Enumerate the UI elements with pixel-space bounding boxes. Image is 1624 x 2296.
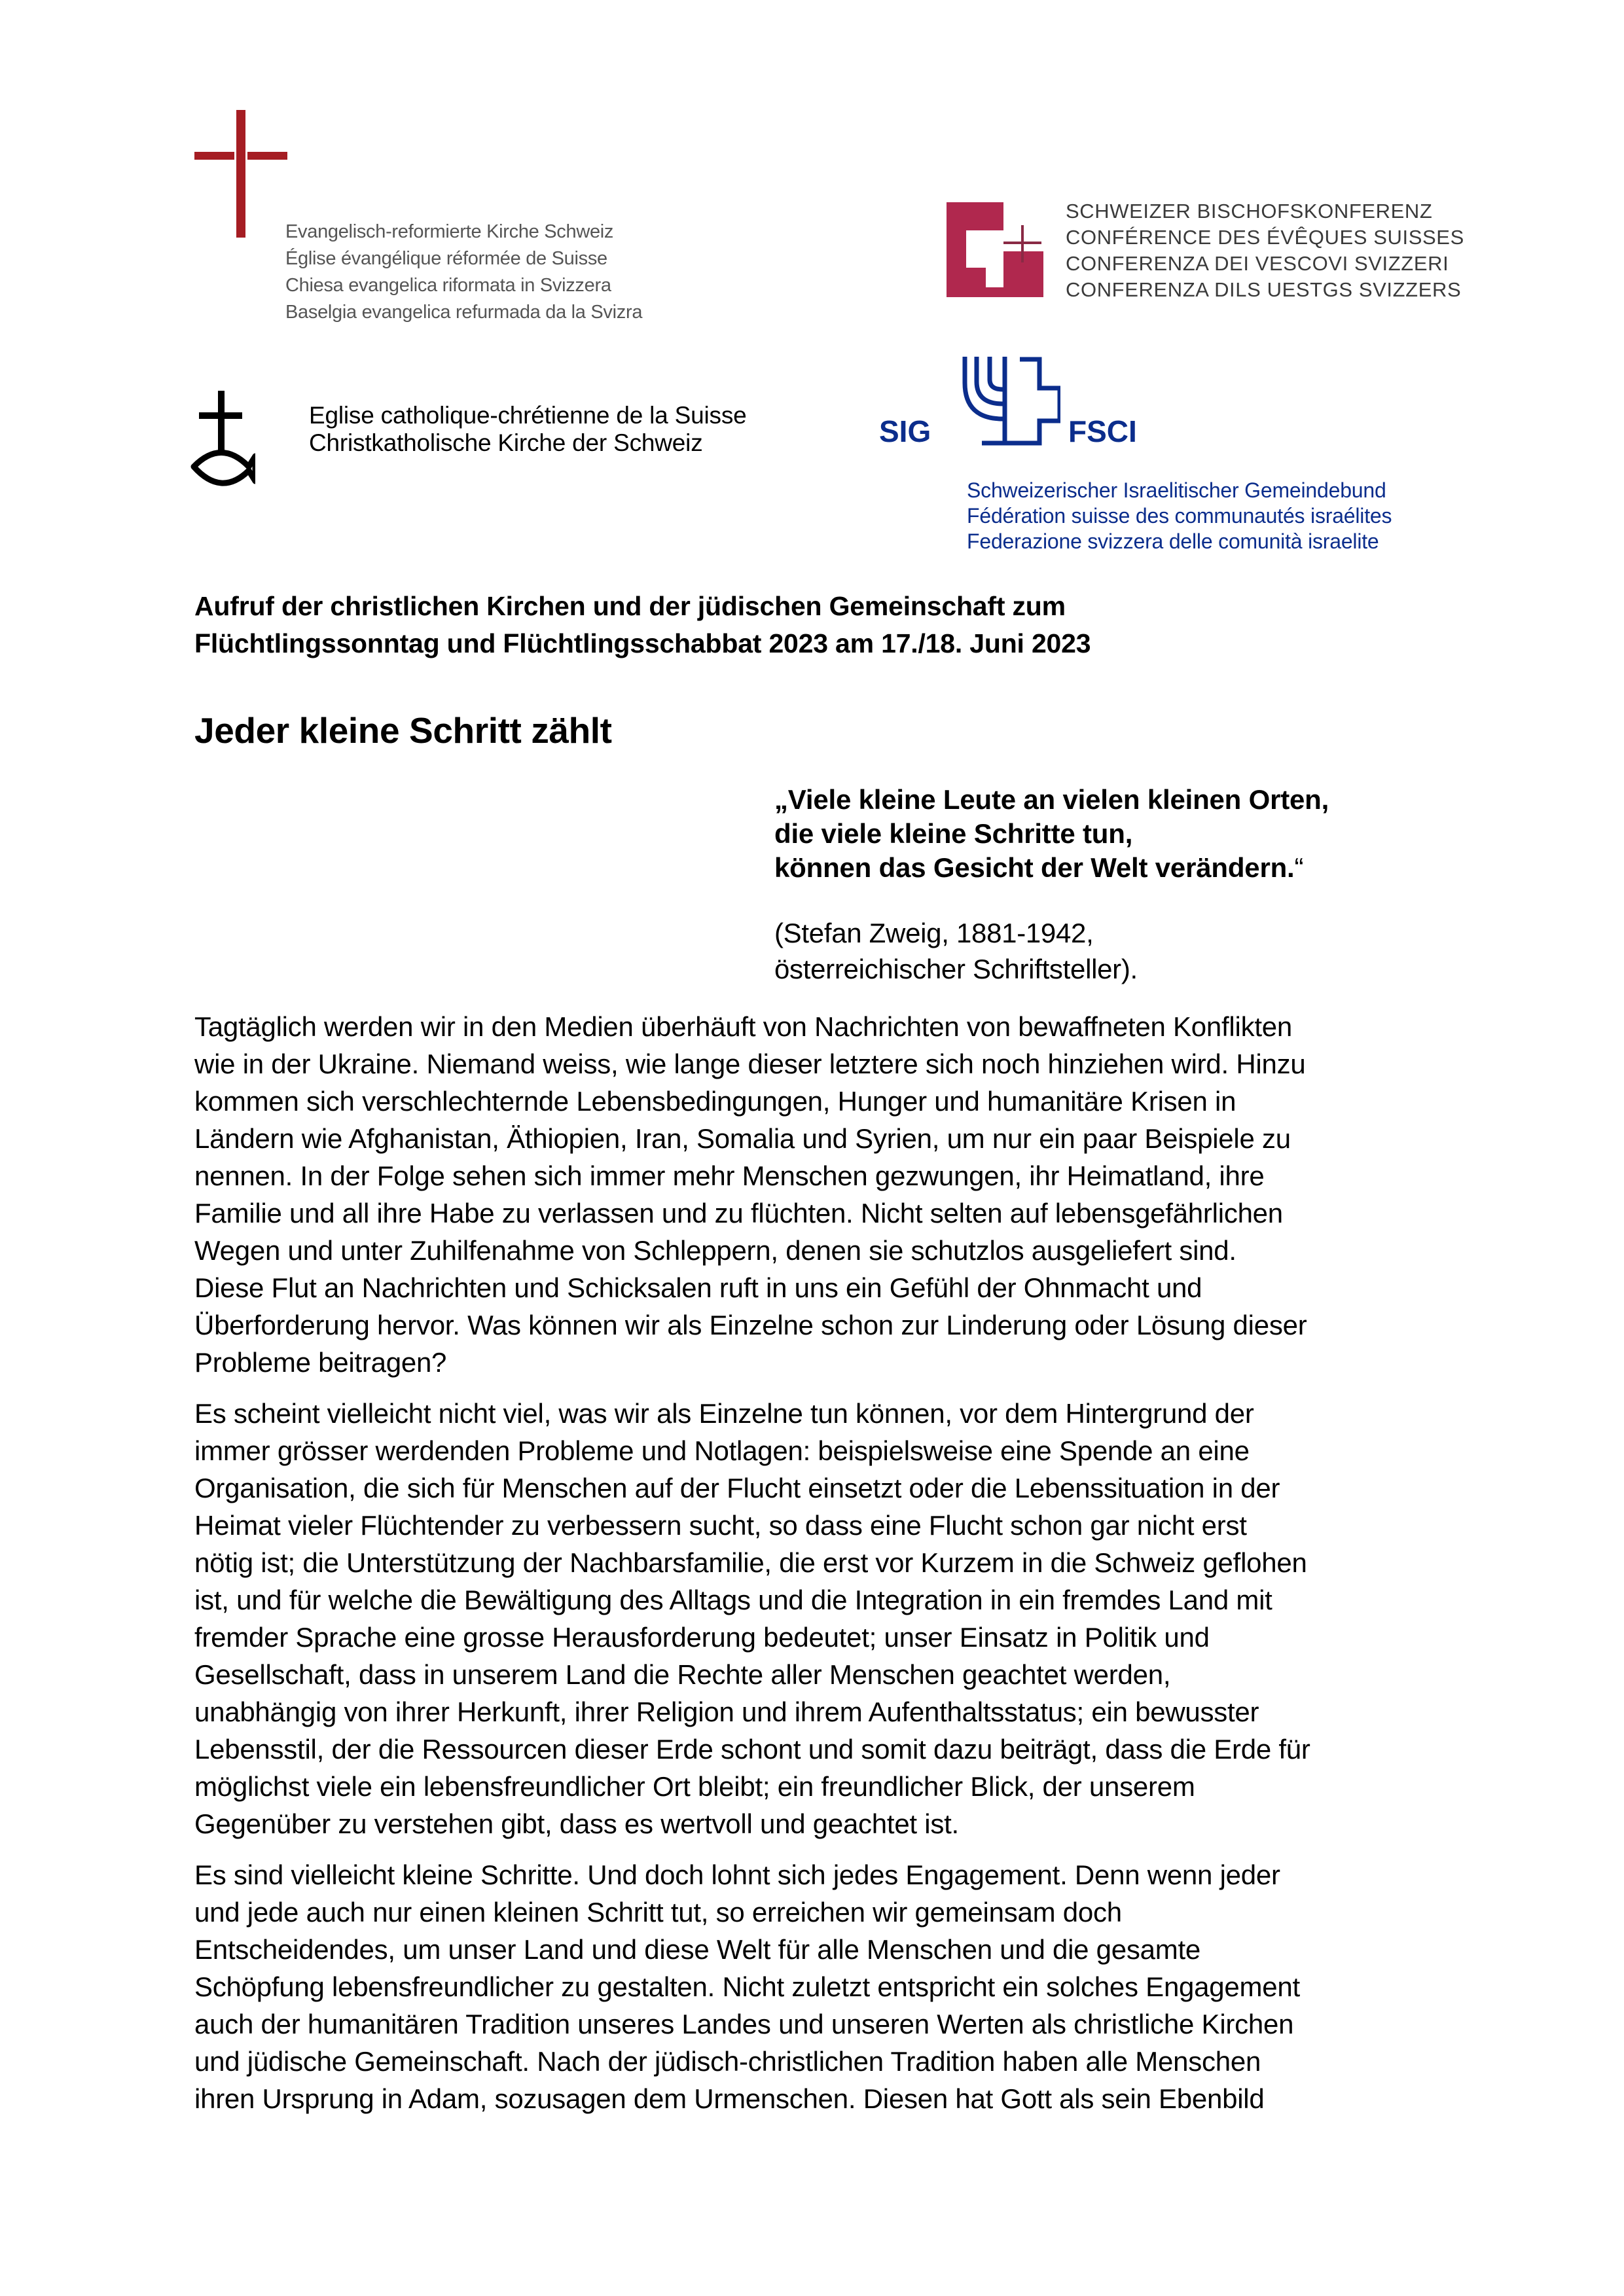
- text-line: auch der humanitären Tradition unseres Landes und unseren Werten als christliche Kirchen: [194, 2009, 1294, 2039]
- text-line: Entscheidendes, um unser Land und diese Welt für alle Menschen und die gesamte: [194, 1934, 1201, 1965]
- text-line: Wegen und unter Zuhilfenahme von Schleppern, denen sie schutzlos ausgeliefert sind.: [194, 1235, 1236, 1266]
- text-line: Organisation, die sich für Menschen auf der Flucht einsetzt oder die Lebenssituation in der: [194, 1473, 1280, 1503]
- eks-line: Evangelisch-reformierte Kirche Schweiz: [285, 221, 614, 242]
- sbk-line: SCHWEIZER BISCHOFSKONFERENZ: [1066, 200, 1433, 223]
- text-line: fremder Sprache eine grosse Herausforderung bedeutet; unser Einsatz in Politik und: [194, 1622, 1210, 1653]
- text-line: nennen. In der Folge sehen sich immer mehr Menschen gezwungen, ihr Heimatland, ihre: [194, 1160, 1265, 1191]
- text-line: Es scheint vielleicht nicht viel, was wir als Einzelne tun können, vor dem Hintergrund der: [194, 1398, 1254, 1429]
- text-line: möglichst viele ein lebensfreundlicher Ort bleibt; ein freundlicher Blick, der unserem: [194, 1771, 1195, 1802]
- quote-citation: [774, 915, 1138, 987]
- body-text: [194, 1008, 1438, 2131]
- eks-line: Église évangélique réformée de Suisse: [285, 248, 607, 269]
- paragraph-1: [194, 1008, 1438, 1381]
- eks-logo-text: [285, 219, 642, 326]
- text-line: Probleme beitragen?: [194, 1347, 447, 1378]
- text-line: Ländern wie Afghanistan, Äthiopien, Iran, Somalia und Syrien, um nur ein paar Beispiele zu: [194, 1123, 1291, 1154]
- text-line: Überforderung hervor. Was können wir als Einzelne schon zur Linderung oder Lösung dieser: [194, 1310, 1307, 1340]
- text-line: kommen sich verschlechternde Lebensbedingungen, Hunger und humanitäre Krisen in: [194, 1086, 1236, 1117]
- citation-line: (Stefan Zweig, 1881-1942,: [774, 918, 1094, 948]
- quote-line: können das Gesicht der Welt verändern.: [774, 852, 1295, 883]
- cross-fish-icon: [190, 383, 255, 488]
- closing-quote-mark: “: [1294, 852, 1304, 883]
- text-line: Tagtäglich werden wir in den Medien überhäuft von Nachrichten von bewaffneten Konflikten: [194, 1011, 1292, 1042]
- citation-line: österreichischer Schriftsteller).: [774, 954, 1138, 984]
- paragraph-3: [194, 1856, 1438, 2117]
- text-line: Gegenüber zu verstehen gibt, dass es wertvoll und geachtet ist.: [194, 1808, 959, 1839]
- ck-logo-text: [309, 402, 747, 457]
- ck-line: Eglise catholique-chrétienne de la Suisse: [309, 402, 747, 429]
- fsci-label: FSCI: [1068, 414, 1137, 448]
- document-heading: Jeder kleine Schritt zählt: [194, 710, 612, 751]
- sig-line: Federazione svizzera delle comunità israelite: [967, 529, 1379, 553]
- sbk-line: CONFERENZA DEI VESCOVI SVIZZERI: [1066, 252, 1449, 275]
- text-line: Familie und all ihre Habe zu verlassen und zu flüchten. Nicht selten auf lebensgefährlichen: [194, 1198, 1283, 1229]
- text-line: ist, und für welche die Bewältigung des Alltags und die Integration in ein fremdes Land mit: [194, 1585, 1272, 1615]
- epigraph-quote: [774, 783, 1329, 885]
- text-line: Diese Flut an Nachrichten und Schicksalen ruft in uns ein Gefühl der Ohnmacht und: [194, 1272, 1202, 1303]
- text-line: Heimat vieler Flüchtender zu verbessern sucht, so dass eine Flucht schon gar nicht erst: [194, 1510, 1247, 1541]
- text-line: Lebensstil, der die Ressourcen dieser Erde schont und somit dazu beiträgt, dass die Erde für: [194, 1734, 1310, 1765]
- eks-line: Chiesa evangelica riformata in Svizzera: [285, 275, 611, 296]
- quote-line: „Viele kleine Leute an vielen kleinen Orten,: [774, 784, 1329, 815]
- document-title: [194, 588, 1091, 662]
- text-line: Schöpfung lebensfreundlicher zu gestalten. Nicht zuletzt entspricht ein solches Engagement: [194, 1971, 1300, 2002]
- sig-label: SIG: [879, 414, 931, 448]
- text-line: nötig ist; die Unterstützung der Nachbarsfamilie, die erst vor Kurzem in die Schweiz geflohen: [194, 1547, 1307, 1578]
- eks-line: Baselgia evangelica refurmada da la Svizra: [285, 302, 643, 323]
- text-line: unabhängig von ihrer Herkunft, ihrer Religion und ihrem Aufenthaltsstatus; ein bewusster: [194, 1696, 1259, 1727]
- text-line: und jede auch nur einen kleinen Schritt tut, so erreichen wir gemeinsam doch: [194, 1897, 1122, 1928]
- title-line: Flüchtlingssonntag und Flüchtlingsschabbat 2023 am 17./18. Juni 2023: [194, 628, 1091, 658]
- sbk-line: CONFÉRENCE DES ÉVÊQUES SUISSES: [1066, 226, 1464, 249]
- text-line: wie in der Ukraine. Niemand weiss, wie lange dieser letztere sich noch hinziehen wird. Hinzu: [194, 1049, 1306, 1079]
- sig-line: Schweizerischer Israelitischer Gemeindebund: [967, 478, 1386, 502]
- text-line: und jüdische Gemeinschaft. Nach der jüdisch-christlichen Tradition haben alle Menschen: [194, 2046, 1261, 2077]
- ck-line: Christkatholische Kirche der Schweiz: [309, 429, 703, 456]
- menorah-cross-icon: [962, 357, 1060, 448]
- quote-line: die viele kleine Schritte tun,: [774, 818, 1133, 849]
- sbk-logo-text: [1012, 198, 1464, 303]
- text-line: Gesellschaft, dass in unserem Land die Rechte aller Menschen geachtet werden,: [194, 1659, 1171, 1690]
- sig-logo-text: [967, 478, 1392, 554]
- sig-line: Fédération suisse des communautés israélites: [967, 504, 1392, 528]
- sbk-line: CONFERENZA DILS UESTGS SVIZZERS: [1066, 278, 1462, 301]
- text-line: ihren Ursprung in Adam, sozusagen dem Urmenschen. Diesen hat Gott als sein Ebenbild: [194, 2083, 1265, 2114]
- paragraph-2: [194, 1395, 1438, 1842]
- text-line: Es sind vielleicht kleine Schritte. Und doch lohnt sich jedes Engagement. Denn wenn jeder: [194, 1859, 1280, 1890]
- text-line: immer grösser werdenden Probleme und Notlagen: beispielsweise eine Spende an eine: [194, 1435, 1250, 1466]
- title-line: Aufruf der christlichen Kirchen und der jüdischen Gemeinschaft zum: [194, 591, 1066, 621]
